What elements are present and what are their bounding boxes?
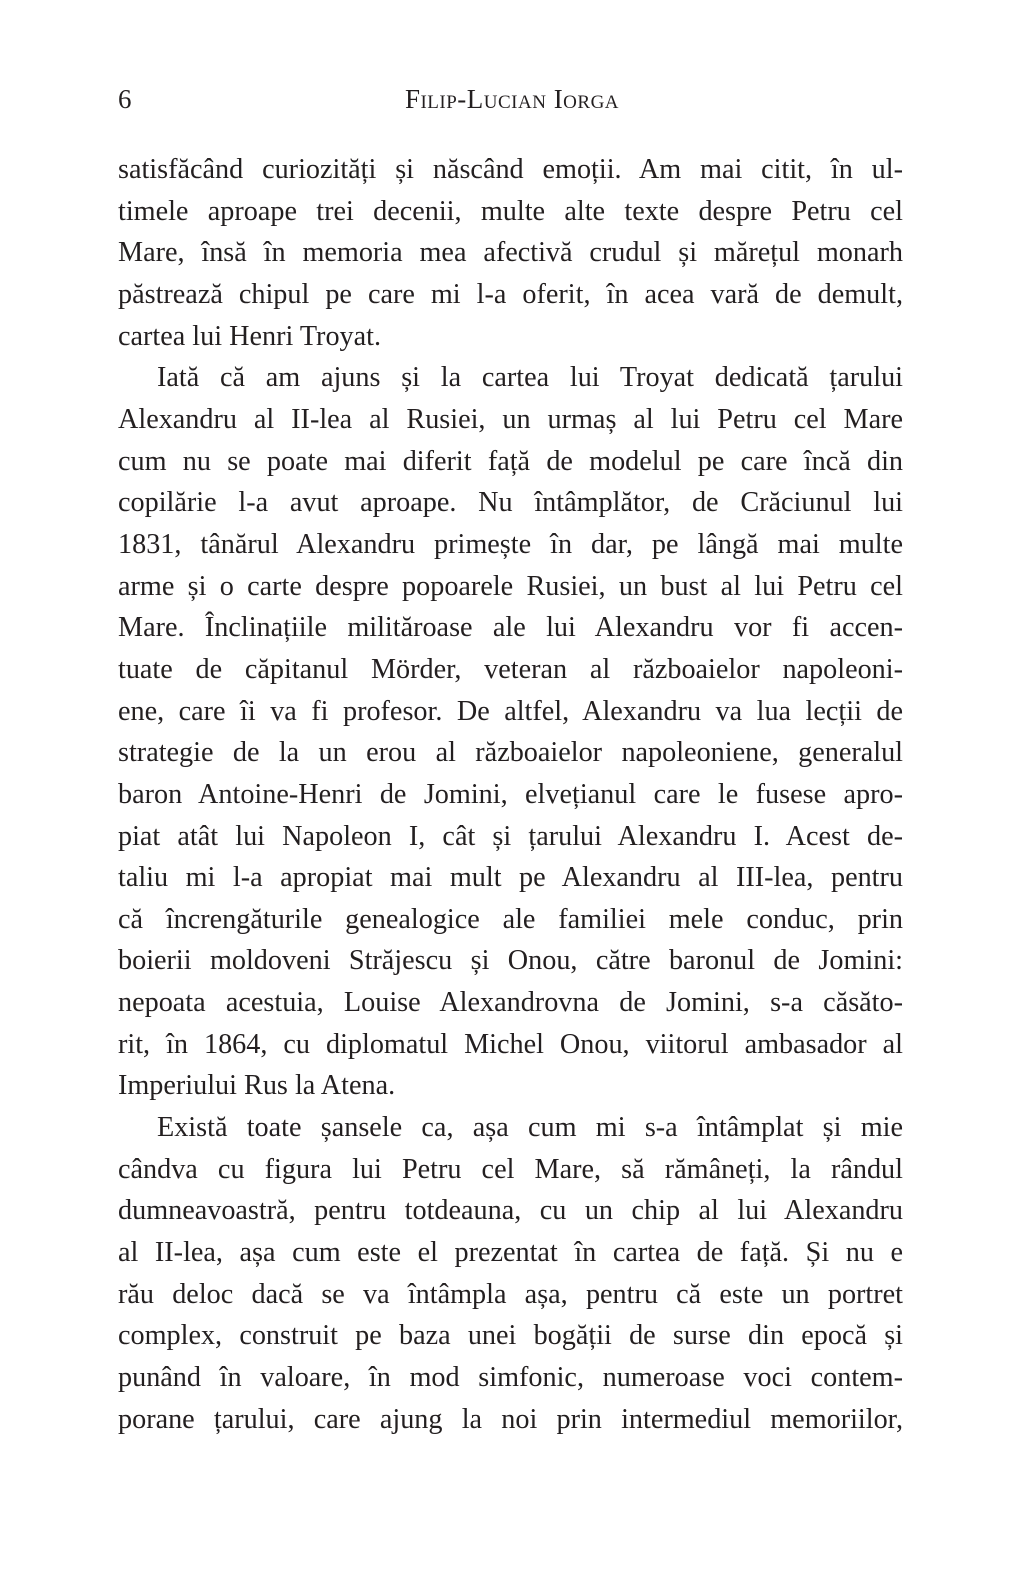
running-head-author: Filip-Lucian Iorga bbox=[404, 84, 620, 114]
text-line: că încrengăturile genealogice ale familiei mele conduc, prin bbox=[118, 903, 903, 935]
text-line: ene, care îi va fi profesor. De altfel, Alexandru va lua lecții de bbox=[118, 695, 903, 727]
text-line: copilărie l-a avut aproape. Nu întâmplător, de Crăciunul lui bbox=[118, 487, 903, 519]
body-text bbox=[118, 149, 903, 1440]
text-line: Există toate șansele ca, așa cum mi s-a întâmplat și mie bbox=[157, 1112, 903, 1144]
text-line: arme și o carte despre popoarele Rusiei, un bust al lui Petru cel bbox=[118, 570, 903, 602]
paragraph bbox=[118, 149, 903, 357]
text-line: păstrează chipul pe care mi l-a oferit, în acea vară de demult, bbox=[118, 278, 903, 310]
paragraph bbox=[118, 1107, 903, 1440]
text-line: al II-lea, așa cum este el prezentat în cartea de față. Și nu e bbox=[118, 1237, 903, 1269]
text-line: rău deloc dacă se va întâmpla așa, pentru că este un portret bbox=[118, 1278, 903, 1310]
text-line: boierii moldoveni Străjescu și Onou, către baronul de Jomini: bbox=[118, 945, 903, 977]
text-line: complex, construit pe baza unei bogății de surse din epocă și bbox=[118, 1320, 903, 1352]
text-line: baron Antoine-Henri de Jomini, elvețianul care le fusese apro- bbox=[118, 778, 903, 810]
text-line: cândva cu figura lui Petru cel Mare, să rămâneți, la rândul bbox=[118, 1153, 903, 1185]
text-line: Iată că am ajuns și la cartea lui Troyat dedicată țarului bbox=[157, 362, 903, 394]
text-line: dumneavoastră, pentru totdeauna, cu un chip al lui Alexandru bbox=[118, 1195, 903, 1227]
text-line: piat atât lui Napoleon I, cât și țarului Alexandru I. Acest de- bbox=[118, 820, 903, 852]
paragraph bbox=[118, 357, 903, 1107]
text-line: nepoata acestuia, Louise Alexandrovna de Jomini, s-a căsăto- bbox=[118, 987, 903, 1019]
text-line: cartea lui Henri Troyat. bbox=[118, 320, 382, 352]
text-line: satisfăcând curiozități și născând emoții. Am mai citit, în ul- bbox=[118, 154, 903, 185]
text-line: cum nu se poate mai diferit față de modelul pe care încă din bbox=[118, 445, 903, 477]
text-line: punând în valoare, în mod simfonic, numeroase voci contem- bbox=[118, 1362, 903, 1394]
page-number: 6 bbox=[118, 84, 132, 114]
text-line: tuate de căpitanul Mörder, veteran al războaielor napoleoni- bbox=[118, 653, 903, 685]
text-line: Mare. Înclinațiile milităroase ale lui Alexandru vor fi accen- bbox=[118, 612, 903, 644]
text-line: Mare, însă în memoria mea afectivă crudul și mărețul monarh bbox=[118, 237, 903, 269]
text-line: timele aproape trei decenii, multe alte texte despre Petru cel bbox=[118, 195, 903, 227]
text-line: Imperiului Rus la Atena. bbox=[118, 1070, 396, 1102]
text-line: rit, în 1864, cu diplomatul Michel Onou, viitorul ambasador al bbox=[118, 1028, 903, 1060]
text-line: taliu mi l-a apropiat mai mult pe Alexandru al III-lea, pentru bbox=[118, 862, 903, 894]
text-line: strategie de la un erou al războaielor napoleoniene, generalul bbox=[118, 737, 903, 769]
text-line: 1831, tânărul Alexandru primește în dar, pe lângă mai multe bbox=[118, 528, 903, 560]
text-line: porane țarului, care ajung la noi prin intermediul memoriilor, bbox=[118, 1403, 903, 1435]
text-line: Alexandru al II-lea al Rusiei, un urmaș al lui Petru cel Mare bbox=[118, 403, 903, 435]
